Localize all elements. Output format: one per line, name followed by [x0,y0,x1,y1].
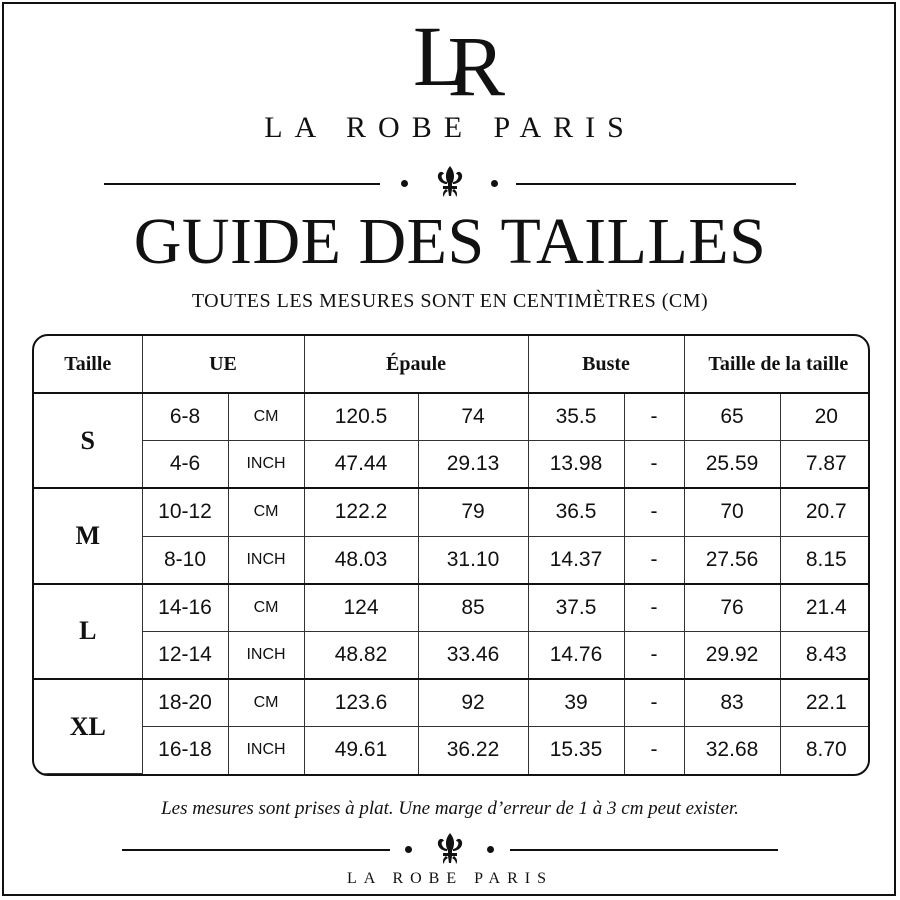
cell-shoulder-b: 79 [418,488,528,536]
cell-eu: 6-8 [142,393,228,441]
size-label: S [34,393,142,488]
header-waist: Taille de la taille [684,336,870,393]
header-shoulder: Épaule [304,336,528,393]
cell-bust-a: 35.5 [528,393,624,441]
cell-shoulder-a: 124 [304,584,418,632]
cell-shoulder-a: 48.82 [304,631,418,679]
cell-waist-a: 32.68 [684,727,780,774]
cell-unit: INCH [228,727,304,774]
table-row [34,584,870,632]
cell-bust-a: 14.37 [528,536,624,584]
size-label: L [34,584,142,679]
measurement-note: Les mesures sont prises à plat. Une marge d’erreur de 1 à 3 cm peut exister. [161,798,739,819]
size-table-grid [34,336,870,774]
cell-waist-b: 8.15 [780,536,870,584]
cell-shoulder-a: 122.2 [304,488,418,536]
cell-bust-a: 15.35 [528,727,624,774]
cell-waist-b: 21.4 [780,584,870,632]
cell-waist-a: 29.92 [684,631,780,679]
cell-shoulder-b: 31.10 [418,536,528,584]
header-eu: UE [142,336,304,393]
cell-waist-a: 83 [684,679,780,727]
cell-shoulder-a: 49.61 [304,727,418,774]
table-row [34,393,870,441]
cell-waist-a: 65 [684,393,780,441]
cell-waist-b: 20.7 [780,488,870,536]
cell-eu: 16-18 [142,727,228,774]
cell-unit: INCH [228,441,304,489]
cell-bust-b: - [624,631,684,679]
cell-unit: CM [228,679,304,727]
ornament-dot-right [491,180,498,187]
cell-waist-a: 25.59 [684,441,780,489]
cell-bust-a: 14.76 [528,631,624,679]
fleur-de-lis-icon [432,831,468,867]
cell-shoulder-b: 74 [418,393,528,441]
ornament-line-left [122,849,390,851]
cell-eu: 4-6 [142,441,228,489]
cell-bust-b: - [624,393,684,441]
ornament-line-right [516,183,796,185]
cell-bust-b: - [624,536,684,584]
cell-bust-b: - [624,488,684,536]
ornament-dot-left [405,846,412,853]
cell-shoulder-a: 120.5 [304,393,418,441]
ornament-dot-right [487,846,494,853]
cell-waist-b: 7.87 [780,441,870,489]
cell-shoulder-b: 85 [418,584,528,632]
table-row [34,631,870,679]
bottom-ornament [0,830,900,870]
monogram-letter-l: L [413,8,452,104]
cell-unit: INCH [228,536,304,584]
header-size: Taille [34,336,142,393]
cell-eu: 18-20 [142,679,228,727]
cell-shoulder-a: 47.44 [304,441,418,489]
brand-monogram [0,6,900,114]
cell-bust-a: 13.98 [528,441,624,489]
table-body [34,393,870,774]
cell-shoulder-b: 29.13 [418,441,528,489]
cell-eu: 10-12 [142,488,228,536]
cell-waist-b: 8.43 [780,631,870,679]
cell-bust-b: - [624,679,684,727]
cell-bust-a: 39 [528,679,624,727]
cell-unit: CM [228,584,304,632]
cell-bust-b: - [624,584,684,632]
page-title: GUIDE DES TAILLES [133,205,767,278]
table-row [34,679,870,727]
brand-name: LA ROBE PARIS [264,111,636,144]
table-header-row [34,336,870,393]
cell-bust-a: 36.5 [528,488,624,536]
cell-unit: INCH [228,631,304,679]
monogram-letter-r: R [447,18,491,114]
cell-bust-a: 37.5 [528,584,624,632]
fleur-de-lis-icon [432,164,468,200]
table-row [34,727,870,774]
cell-shoulder-a: 48.03 [304,536,418,584]
header-bust: Buste [528,336,684,393]
cell-shoulder-b: 33.46 [418,631,528,679]
cell-shoulder-b: 36.22 [418,727,528,774]
cell-waist-b: 20 [780,393,870,441]
cell-waist-a: 70 [684,488,780,536]
top-ornament [0,164,900,204]
cell-bust-b: - [624,727,684,774]
size-label: M [34,488,142,583]
table-row [34,488,870,536]
cell-waist-b: 22.1 [780,679,870,727]
cell-shoulder-a: 123.6 [304,679,418,727]
size-label: XL [34,679,142,773]
cell-waist-a: 76 [684,584,780,632]
cell-shoulder-b: 92 [418,679,528,727]
table-row [34,441,870,489]
cell-waist-a: 27.56 [684,536,780,584]
table-row [34,536,870,584]
cell-bust-b: - [624,441,684,489]
size-table [32,334,870,776]
ornament-line-right [510,849,778,851]
ornament-dot-left [401,180,408,187]
cell-eu: 12-14 [142,631,228,679]
cell-unit: CM [228,488,304,536]
ornament-line-left [104,183,380,185]
footer-brand-name: LA ROBE PARIS [347,870,553,887]
cell-eu: 8-10 [142,536,228,584]
cell-eu: 14-16 [142,584,228,632]
cell-waist-b: 8.70 [780,727,870,774]
page-subtitle: TOUTES LES MESURES SONT EN CENTIMÈTRES (CM) [191,290,709,312]
cell-unit: CM [228,393,304,441]
